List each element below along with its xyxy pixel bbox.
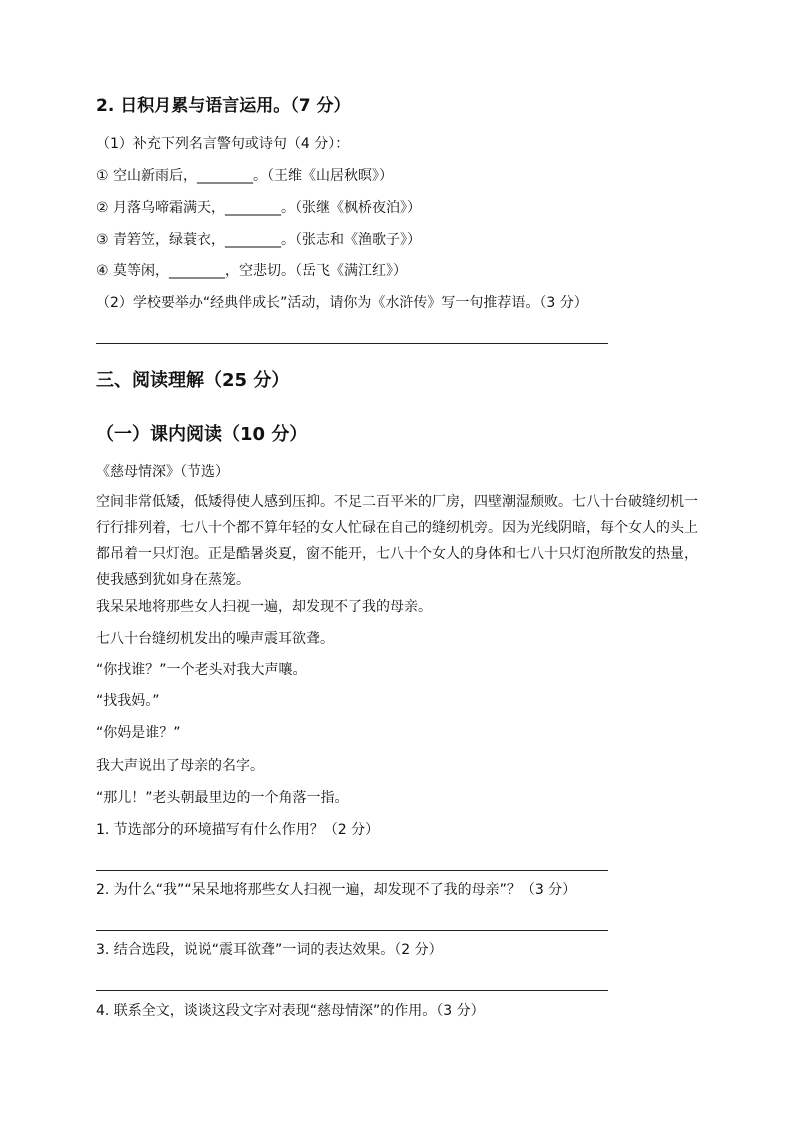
- fill-blank-item: ① 空山新雨后，________。（王维《山居秋暝》）: [96, 168, 393, 184]
- section-3-title: 三、阅读理解（25 分）: [96, 370, 290, 391]
- passage-line: 我大声说出了母亲的名字。: [96, 758, 264, 774]
- answer-line: [96, 870, 608, 871]
- reading-question: 4. 联系全文，谈谈这段文字对表现“慈母情深”的作用。（3 分）: [96, 1003, 485, 1019]
- fill-blank-item: ③ 青箬笠，绿蓑衣，________。（张志和《渔歌子》）: [96, 232, 421, 248]
- passage-source: 《慈母情深》（节选）: [96, 464, 229, 480]
- question-1-intro: （1）补充下列名言警句或诗句（4 分）：: [96, 136, 350, 152]
- question-2-text: （2）学校要举办“经典伴成长”活动，请你为《水浒传》写一句推荐语。（3 分）: [96, 295, 588, 311]
- reading-question: 3. 结合选段，说说“震耳欲聋”一词的表达效果。（2 分）: [96, 942, 443, 958]
- passage-line: “你妈是谁？”: [96, 725, 181, 741]
- fill-blank-item: ④ 莫等闲，________，空悲切。（岳飞《满江红》）: [96, 263, 407, 279]
- reading-question: 1. 节选部分的环境描写有什么作用？（2 分）: [96, 822, 380, 838]
- answer-line: [96, 990, 608, 991]
- reading-question: 2. 为什么“我”“呆呆地将那些女人扫视一遍，却发现不了我的母亲”？（3 分）: [96, 882, 577, 898]
- passage-line: 七八十台缝纫机发出的噪声震耳欲聋。: [96, 631, 334, 647]
- subsection-title: （一）课内阅读（10 分）: [96, 424, 308, 445]
- fill-blank-item: ② 月落乌啼霜满天，________。（张继《枫桥夜泊》）: [96, 200, 421, 216]
- answer-line: [96, 930, 608, 931]
- passage-paragraph: 空间非常低矮，低矮得使人感到压抑。不足二百平米的厂房，四壁潮湿颓败。七八十台破缝纫机一行行排列着，七八十个都不算年轻的女人忙碌在自己的缝纫机旁。因为光线阴暗，每个女人的头上都吊着一只灯泡。正是酷暑炎夏，窗不能开，七八十个女人的身体和七八十只灯泡所散发的热量，使我感到犹如身在蒸笼。: [96, 494, 698, 588]
- section-2-title: 2. 日积月累与语言运用。（7 分）: [96, 96, 351, 116]
- passage-line: “找我妈。”: [96, 693, 160, 709]
- passage-line: “那儿！”老头朝最里边的一个角落一指。: [96, 790, 349, 806]
- passage-line: 我呆呆地将那些女人扫视一遍，却发现不了我的母亲。: [96, 599, 432, 615]
- answer-line: [96, 343, 608, 344]
- passage-line: “你找谁？”一个老头对我大声嚷。: [96, 662, 307, 678]
